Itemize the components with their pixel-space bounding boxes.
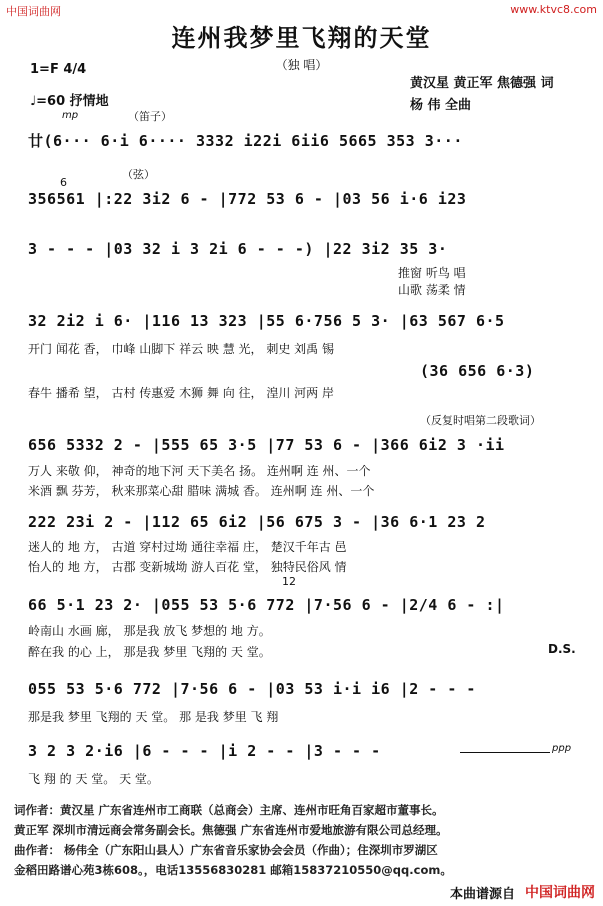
watermark-right: www.ktvc8.com — [510, 3, 597, 16]
lyric-row-7b: 怡人的 地 方， 古郡 变新城坳 游人百花 堂， 独特民俗风 情 — [28, 560, 347, 574]
lyric-row-6a: 万人 来敬 仰， 神奇的地下河 天下美名 扬。 连州啊 连 州、一个 — [28, 464, 371, 478]
repeat-note-hint: （反复时唱第二段歌词） — [420, 414, 541, 427]
lyric-row-9a: 那是我 梦里 飞翔的 天 堂。 那 是我 梦里 飞 翔 — [28, 710, 279, 724]
source-brand: 中国词曲网 — [525, 885, 595, 901]
footer-line-1: 词作者：黄汉星 广东省连州市工商联（总商会）主席、连州市旺角百家超市董事长。 — [14, 803, 444, 817]
score-row-1: 廿(6··· 6·i 6···· 3332 i22i 6ii6 5665 353 3··· — [28, 132, 463, 150]
score-row-9: 055 53 5·6 772 |7·56 6 - |03 53 i·i i6 |2 - - - — [28, 680, 476, 698]
strings-hint: （弦） — [122, 168, 155, 181]
dynamic-ppp: ppp — [552, 743, 572, 754]
song-subtitle: （独 唱） — [275, 58, 328, 72]
watermark-left: 中国词曲网 — [6, 5, 61, 18]
lyric-row-5a: 春牛 播希 望， 古村 传惠爱 木狮 舞 向 往， 湟川 河两 岸 — [28, 386, 334, 400]
tuplet-six: 6 — [60, 176, 67, 189]
score-row-7: 222 23i 2 - |112 65 6i2 |56 675 3 - |36 6·1 23 2 — [28, 513, 486, 531]
lyric-row-8a: 岭南山 水画 廊， 那是我 放飞 梦想的 地 方。 — [28, 624, 271, 638]
score-row-4: 32 2i2 i 6· |116 13 323 |55 6·756 5 3· |63 567 6·5 — [28, 312, 505, 330]
dal-segno: D.S. — [548, 642, 576, 656]
tempo-marking: ♩=60 抒情地 — [30, 94, 109, 109]
score-row-2: 356561 |:22 3i2 6 - |772 53 6 - |03 56 i·6 i23 — [28, 190, 467, 208]
footer-line-2: 黄正军 深圳市清远商会常务副会长。焦德强 广东省连州市爱地旅游有限公司总经理。 — [14, 823, 448, 837]
footer-line-4: 金稻田路谱心苑3栋608。，电话13556830281 邮箱15837210550@qq.com。 — [14, 863, 452, 877]
lyric-row-4a: 开门 闻花 香， 巾峰 山脚下 祥云 映 慧 光， 刺史 刘禹 锡 — [28, 342, 334, 356]
score-row-6: 656 5332 2 - |555 65 3·5 |77 53 6 - |366 6i2 3 ·ii — [28, 436, 505, 454]
lyric-row-3a: 推窗 听鸟 唱 — [398, 266, 466, 280]
lyric-row-8b: 醉在我 的心 上， 那是我 梦里 飞翔的 天 堂。 — [28, 645, 271, 659]
score-row-10: 3 2 3 2·i6 |6 - - - |i 2 - - |3 - - - — [28, 742, 381, 760]
composer-credit: 杨 伟 全曲 — [410, 98, 472, 113]
footer-line-3: 曲作者： 杨伟全（广东阳山县人）广东省音乐家协会会员（作曲）；住深圳市罗湖区 — [14, 843, 438, 857]
lyricist-credit: 黄汉星 黄正军 焦德强 词 — [410, 76, 554, 91]
score-row-5: (36 656 6·3) — [420, 362, 535, 380]
score-row-8: 66 5·1 23 2· |055 53 5·6 772 |7·56 6 - |2/4 6 - :| — [28, 596, 505, 614]
lyric-row-6b: 米酒 飘 芬芳， 秋来那菜心甜 腊味 满城 香。 连州啊 连 州、一个 — [28, 484, 375, 498]
lyric-row-10a: 飞 翔 的 天 堂。 天 堂。 — [28, 772, 159, 786]
source-label: 本曲谱源自 — [449, 887, 515, 902]
lyric-row-3b: 山歌 荡柔 情 — [398, 283, 466, 297]
decrescendo-line — [460, 752, 550, 753]
lyric-row-7a: 迷人的 地 方， 古道 穿村过坳 通往幸福 庄， 楚汉千年古 邑 — [28, 540, 347, 554]
tuplet-twelve: 12 — [282, 575, 296, 588]
song-title: 连州我梦里飞翔的天堂 — [171, 24, 432, 52]
score-row-3: 3 - - - |03 32 i 3 2i 6 - - -) |22 3i2 35 3· — [28, 240, 448, 258]
flute-hint: （笛子） — [128, 110, 172, 123]
dynamic-mp: mp — [62, 110, 79, 121]
key-signature: 1=F 4/4 — [30, 62, 87, 77]
